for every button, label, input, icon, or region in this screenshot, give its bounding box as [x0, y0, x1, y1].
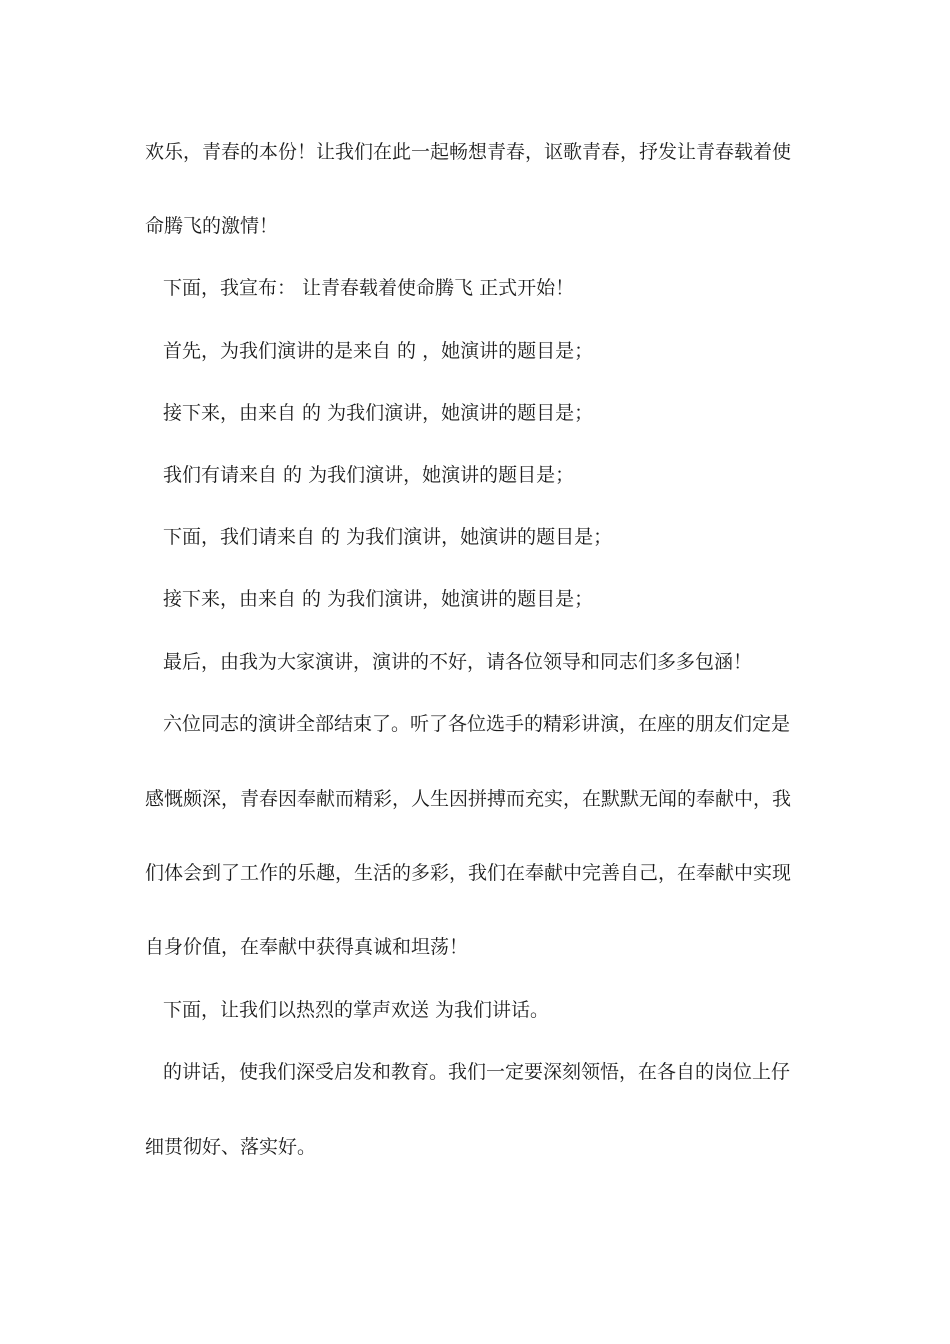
paragraph-line: 细贯彻好、落实好。 — [145, 1136, 317, 1158]
paragraph-line: 欢乐，青春的本份！让我们在此一起畅想青春，讴歌青春，抒发让青春载着使 — [145, 141, 792, 163]
paragraph-line: 最后，由我为大家演讲，演讲的不好，请各位领导和同志们多多包涵！ — [163, 651, 753, 673]
paragraph-line: 我们有请来自 的 为我们演讲，她演讲的题目是； — [163, 464, 575, 486]
paragraph-line: 六位同志的演讲全部结束了。听了各位选手的精彩讲演，在座的朋友们定是 — [163, 713, 791, 735]
paragraph-line: 感慨颇深，青春因奉献而精彩，人生因拼搏而充实，在默默无闻的奉献中，我 — [145, 788, 792, 810]
paragraph-line: 接下来，由来自 的 为我们演讲，她演讲的题目是； — [163, 402, 594, 424]
paragraph-line: 首先，为我们演讲的是来自 的 ，她演讲的题目是； — [163, 340, 594, 362]
paragraph-line: 自身价值，在奉献中获得真诚和坦荡！ — [145, 936, 469, 958]
paragraph-line: 命腾飞的激情！ — [145, 215, 279, 237]
paragraph-line: 下面，我们请来自 的 为我们演讲，她演讲的题目是； — [163, 526, 613, 548]
paragraph-line: 下面，我宣布： 让青春载着使命腾飞 正式开始！ — [163, 277, 575, 299]
paragraph-line: 的讲话，使我们深受启发和教育。我们一定要深刻领悟，在各自的岗位上仔 — [163, 1061, 791, 1083]
paragraph-line: 下面，让我们以热烈的掌声欢送 为我们讲话。 — [163, 999, 550, 1021]
paragraph-line: 接下来，由来自 的 为我们演讲，她演讲的题目是； — [163, 588, 594, 610]
paragraph-line: 们体会到了工作的乐趣，生活的多彩，我们在奉献中完善自己，在奉献中实现 — [145, 862, 792, 884]
